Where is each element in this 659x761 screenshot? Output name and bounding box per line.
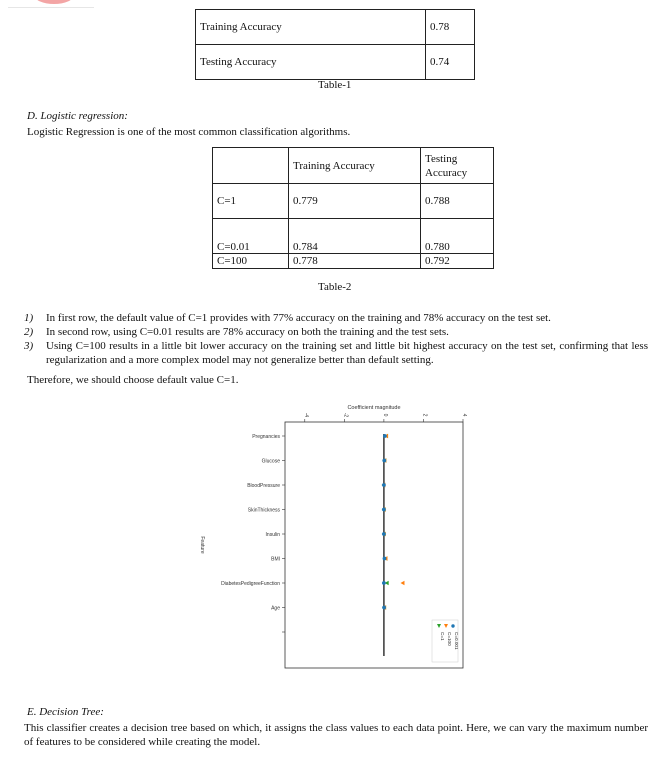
data-point: [382, 508, 386, 512]
table-row: [196, 45, 475, 80]
point-number: 3): [24, 340, 34, 352]
y-tick-label: Pregnancies: [252, 433, 280, 440]
x-tick-label: -2: [342, 412, 349, 418]
coefficient-chart: [190, 398, 470, 676]
table2-cell: 0.792: [421, 254, 494, 269]
data-point: [382, 606, 386, 610]
list-item: [24, 325, 648, 339]
legend-label: C=100: [446, 632, 452, 646]
point-number: 2): [24, 326, 34, 338]
table2-cell: 0.784: [289, 219, 421, 254]
legend-label: C=1: [439, 632, 445, 641]
logo-fragment: [8, 0, 94, 8]
y-tick-label: BloodPressure: [247, 482, 280, 489]
data-point: [383, 434, 387, 438]
table-row: [196, 10, 475, 45]
table1-value-training: 0.78: [426, 10, 475, 45]
x-tick-label: 2: [421, 413, 428, 417]
table2-caption: Table-2: [318, 281, 352, 293]
list-item: [24, 311, 648, 325]
table2-cell: C=100: [213, 254, 289, 269]
x-tick-label: 4: [461, 413, 467, 417]
numbered-points: [24, 311, 648, 367]
table2-header-testing: [421, 148, 494, 184]
legend-label: C=0.001: [453, 632, 459, 650]
table2-header-empty: [213, 148, 289, 184]
point-text: Using C=100 results in a little bit lower accuracy on the training set and little bit highest accuracy on the test set, confirming that less regularization and a more complex model may not generalize better than default setting.: [46, 340, 648, 366]
table2-cell: 0.778: [289, 254, 421, 269]
y-tick-label: DiabetesPedigreeFunction: [221, 580, 280, 587]
data-point: [382, 532, 386, 536]
x-tick-label: -4: [302, 412, 309, 418]
table-row: [213, 184, 494, 219]
data-point: [400, 581, 404, 585]
table2-cell: 0.788: [421, 184, 494, 219]
y-tick-label: SkinThickness: [247, 507, 280, 514]
table2-cell: 0.779: [289, 184, 421, 219]
table2-header-testing-text: Testing Accuracy: [425, 152, 468, 179]
data-point: [382, 459, 386, 463]
y-axis-label: Feature: [199, 536, 205, 554]
chart-title: Coefficient magnitude: [347, 405, 401, 411]
table2-header-training: Training Accuracy: [289, 148, 421, 184]
table2-cell: C=1: [213, 184, 289, 219]
section-d-intro: Logistic Regression is one of the most common classification algorithms.: [27, 126, 351, 138]
section-e-text: This classifier creates a decision tree based on which, it assigns the class values to each data point. Here, we can vary the maximum number of features to be considered while creating the model.: [24, 722, 648, 748]
logo-arc: [34, 0, 74, 4]
point-text: In second row, using C=0.01 results are 78% accuracy on both the training and the test sets.: [46, 326, 449, 338]
table-row: [213, 148, 494, 184]
table1-label-training: Training Accuracy: [196, 10, 426, 45]
y-tick-label: BMI: [271, 556, 280, 563]
conclusion: Therefore, we should choose default value C=1.: [27, 374, 239, 386]
data-point: [383, 557, 387, 561]
table1-value-testing: 0.74: [426, 45, 475, 80]
point-number: 1): [24, 312, 34, 324]
legend-marker: [451, 624, 454, 627]
table-2: [212, 147, 494, 269]
data-point: [382, 581, 386, 585]
section-d-heading: D. Logistic regression:: [27, 110, 128, 122]
table2-cell: C=0.01: [213, 219, 289, 254]
x-tick-label: 0: [381, 413, 388, 417]
table1-caption: Table-1: [318, 79, 352, 91]
y-tick-label: Insulin: [265, 531, 280, 538]
table-row: [213, 254, 494, 269]
point-text: In first row, the default value of C=1 provides with 77% accuracy on the training and 78% accuracy on the test set.: [46, 312, 551, 324]
table2-cell: 0.780: [421, 219, 494, 254]
y-tick-label: Age: [271, 605, 280, 612]
table1-label-testing: Testing Accuracy: [196, 45, 426, 80]
table-row: [213, 219, 494, 254]
list-item: [24, 339, 648, 367]
y-tick-label: Glucose: [261, 458, 280, 465]
data-point: [382, 483, 386, 487]
table-1: [195, 9, 475, 80]
section-e-heading: E. Decision Tree:: [27, 706, 104, 718]
